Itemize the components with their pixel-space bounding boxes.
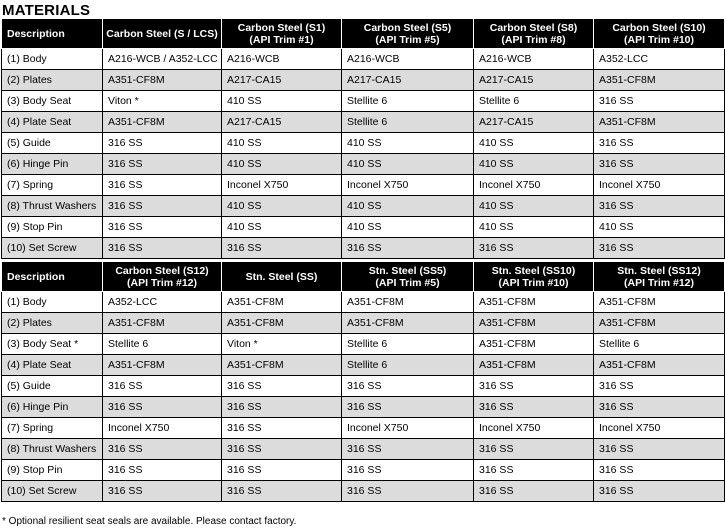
table-cell: 316 SS xyxy=(222,418,342,439)
table-cell: A351-CF8M xyxy=(594,112,725,133)
col-header: Carbon Steel (S12) (API Trim #12) xyxy=(103,262,222,292)
table-cell: 316 SS xyxy=(103,397,222,418)
table-cell: 316 SS xyxy=(474,376,594,397)
row-label: (8) Thrust Washers xyxy=(2,439,103,460)
table-cell: 410 SS xyxy=(222,196,342,217)
table-cell: 410 SS xyxy=(342,133,474,154)
table-cell: 316 SS xyxy=(222,460,342,481)
table-row xyxy=(2,196,725,217)
row-label: (1) Body xyxy=(2,292,103,313)
table-cell: Inconel X750 xyxy=(594,175,725,196)
page-title: MATERIALS xyxy=(2,2,91,19)
table-cell: 316 SS xyxy=(103,481,222,502)
table-row xyxy=(2,175,725,196)
table-cell: A217-CA15 xyxy=(222,112,342,133)
table-cell: 316 SS xyxy=(594,376,725,397)
table-cell: A351-CF8M xyxy=(222,355,342,376)
table-row xyxy=(2,154,725,175)
table-cell: 316 SS xyxy=(594,397,725,418)
col-header: Stn. Steel (SS) xyxy=(222,262,342,292)
table-cell: 316 SS xyxy=(103,376,222,397)
table-cell: 410 SS xyxy=(222,217,342,238)
table-cell: 316 SS xyxy=(342,238,474,259)
table-row xyxy=(2,334,725,355)
table-row xyxy=(2,238,725,259)
table-cell: 316 SS xyxy=(103,439,222,460)
table-cell: Stellite 6 xyxy=(342,355,474,376)
table-cell: A217-CA15 xyxy=(222,70,342,91)
table-cell: A351-CF8M xyxy=(594,355,725,376)
table-cell: Stellite 6 xyxy=(342,91,474,112)
table-cell: A351-CF8M xyxy=(474,292,594,313)
table-row xyxy=(2,112,725,133)
row-label: (5) Guide xyxy=(2,376,103,397)
table-cell: A352-LCC xyxy=(103,292,222,313)
table-cell: 316 SS xyxy=(594,460,725,481)
row-label: (9) Stop Pin xyxy=(2,217,103,238)
table-cell: A351-CF8M xyxy=(594,292,725,313)
table-cell: A351-CF8M xyxy=(474,334,594,355)
table-row xyxy=(2,397,725,418)
table-cell: 316 SS xyxy=(103,217,222,238)
row-label: (10) Set Screw xyxy=(2,238,103,259)
table-cell: A351-CF8M xyxy=(103,112,222,133)
table-cell: 316 SS xyxy=(342,376,474,397)
table-row xyxy=(2,292,725,313)
row-label: (1) Body xyxy=(2,49,103,70)
row-label: (4) Plate Seat xyxy=(2,112,103,133)
table-cell: 410 SS xyxy=(222,154,342,175)
table-cell: Stellite 6 xyxy=(342,334,474,355)
table-cell: A217-CA15 xyxy=(474,112,594,133)
table-row xyxy=(2,217,725,238)
table-cell: 316 SS xyxy=(222,238,342,259)
table-cell: 316 SS xyxy=(342,481,474,502)
table-cell: 316 SS xyxy=(222,481,342,502)
row-label: (3) Body Seat * xyxy=(2,334,103,355)
table-cell: 316 SS xyxy=(222,397,342,418)
table-cell: Inconel X750 xyxy=(103,418,222,439)
table-cell: A351-CF8M xyxy=(474,355,594,376)
materials-table-1 xyxy=(1,18,725,259)
table-cell: Inconel X750 xyxy=(222,175,342,196)
col-header-description: Description xyxy=(2,19,103,49)
table-cell: Viton * xyxy=(222,334,342,355)
table-cell: A351-CF8M xyxy=(474,313,594,334)
table-cell: A217-CA15 xyxy=(342,70,474,91)
col-header: Stn. Steel (SS10) (API Trim #10) xyxy=(474,262,594,292)
table-row xyxy=(2,355,725,376)
table-cell: 316 SS xyxy=(103,196,222,217)
table-cell: 410 SS xyxy=(474,196,594,217)
table-cell: 316 SS xyxy=(594,196,725,217)
table-cell: 410 SS xyxy=(342,196,474,217)
table-cell: 316 SS xyxy=(103,133,222,154)
row-label: (2) Plates xyxy=(2,313,103,334)
table-cell: 316 SS xyxy=(474,481,594,502)
table-cell: 316 SS xyxy=(474,397,594,418)
table-cell: 316 SS xyxy=(594,91,725,112)
table-row xyxy=(2,70,725,91)
row-label: (4) Plate Seat xyxy=(2,355,103,376)
table-cell: Stellite 6 xyxy=(342,112,474,133)
table-cell: 316 SS xyxy=(594,238,725,259)
table-cell: A216-WCB xyxy=(342,49,474,70)
col-header: Stn. Steel (SS12) (API Trim #12) xyxy=(594,262,725,292)
table-cell: 316 SS xyxy=(103,154,222,175)
table-cell: 316 SS xyxy=(474,460,594,481)
table-cell: A216-WCB / A352-LCC xyxy=(103,49,222,70)
table-cell: Inconel X750 xyxy=(474,175,594,196)
col-header: Carbon Steel (S1) (API Trim #1) xyxy=(222,19,342,49)
table-cell: 316 SS xyxy=(342,439,474,460)
table-cell: 316 SS xyxy=(474,439,594,460)
col-header: Carbon Steel (S10) (API Trim #10) xyxy=(594,19,725,49)
table-cell: A351-CF8M xyxy=(594,313,725,334)
table-cell: 316 SS xyxy=(222,439,342,460)
table-cell: 316 SS xyxy=(103,460,222,481)
table-cell: 410 SS xyxy=(474,154,594,175)
table-cell: 316 SS xyxy=(594,481,725,502)
table-cell: Viton * xyxy=(103,91,222,112)
table-cell: 316 SS xyxy=(594,439,725,460)
table-cell: A351-CF8M xyxy=(222,313,342,334)
table-cell: 410 SS xyxy=(342,154,474,175)
table-cell: 316 SS xyxy=(222,376,342,397)
row-label: (7) Spring xyxy=(2,418,103,439)
row-label: (2) Plates xyxy=(2,70,103,91)
table-row xyxy=(2,313,725,334)
table-row xyxy=(2,481,725,502)
table-row xyxy=(2,439,725,460)
table-row xyxy=(2,418,725,439)
row-label: (3) Body Seat xyxy=(2,91,103,112)
table-cell: 410 SS xyxy=(222,91,342,112)
table-row xyxy=(2,133,725,154)
table-cell: A351-CF8M xyxy=(103,313,222,334)
table-cell: 410 SS xyxy=(474,217,594,238)
col-header: Carbon Steel (S8) (API Trim #8) xyxy=(474,19,594,49)
table-cell: Inconel X750 xyxy=(342,175,474,196)
table-cell: A217-CA15 xyxy=(474,70,594,91)
table-cell: 316 SS xyxy=(594,154,725,175)
table-cell: A351-CF8M xyxy=(103,70,222,91)
table-cell: A351-CF8M xyxy=(594,70,725,91)
table-cell: 316 SS xyxy=(103,175,222,196)
table-cell: 316 SS xyxy=(342,397,474,418)
row-label: (8) Thrust Washers xyxy=(2,196,103,217)
table-cell: A351-CF8M xyxy=(103,355,222,376)
table-cell: Stellite 6 xyxy=(594,334,725,355)
col-header: Carbon Steel (S5) (API Trim #5) xyxy=(342,19,474,49)
table-cell: 316 SS xyxy=(342,460,474,481)
row-label: (7) Spring xyxy=(2,175,103,196)
table-cell: Inconel X750 xyxy=(342,418,474,439)
table-row xyxy=(2,376,725,397)
table-cell: Inconel X750 xyxy=(594,418,725,439)
table-cell: A352-LCC xyxy=(594,49,725,70)
table-cell: Stellite 6 xyxy=(103,334,222,355)
table-cell: A351-CF8M xyxy=(342,292,474,313)
table-cell: 410 SS xyxy=(342,217,474,238)
table-cell: A351-CF8M xyxy=(342,313,474,334)
footnote: * Optional resilient seat seals are available. Please contact factory. xyxy=(2,516,297,527)
row-label: (6) Hinge Pin xyxy=(2,397,103,418)
row-label: (9) Stop Pin xyxy=(2,460,103,481)
row-label: (10) Set Screw xyxy=(2,481,103,502)
table-cell: A351-CF8M xyxy=(222,292,342,313)
table-cell: 410 SS xyxy=(594,217,725,238)
materials-table-2 xyxy=(1,261,725,502)
row-label: (5) Guide xyxy=(2,133,103,154)
table-cell: 316 SS xyxy=(474,238,594,259)
table-row xyxy=(2,91,725,112)
table-cell: 410 SS xyxy=(474,133,594,154)
table-cell: Stellite 6 xyxy=(474,91,594,112)
table-cell: 316 SS xyxy=(103,238,222,259)
table-cell: Inconel X750 xyxy=(474,418,594,439)
table-row xyxy=(2,49,725,70)
table-cell: A216-WCB xyxy=(474,49,594,70)
col-header: Carbon Steel (S / LCS) xyxy=(103,19,222,49)
row-label: (6) Hinge Pin xyxy=(2,154,103,175)
table-cell: A216-WCB xyxy=(222,49,342,70)
table-cell: 410 SS xyxy=(222,133,342,154)
table-cell: 316 SS xyxy=(594,133,725,154)
col-header-description: Description xyxy=(2,262,103,292)
table-row xyxy=(2,460,725,481)
col-header: Stn. Steel (SS5) (API Trim #5) xyxy=(342,262,474,292)
